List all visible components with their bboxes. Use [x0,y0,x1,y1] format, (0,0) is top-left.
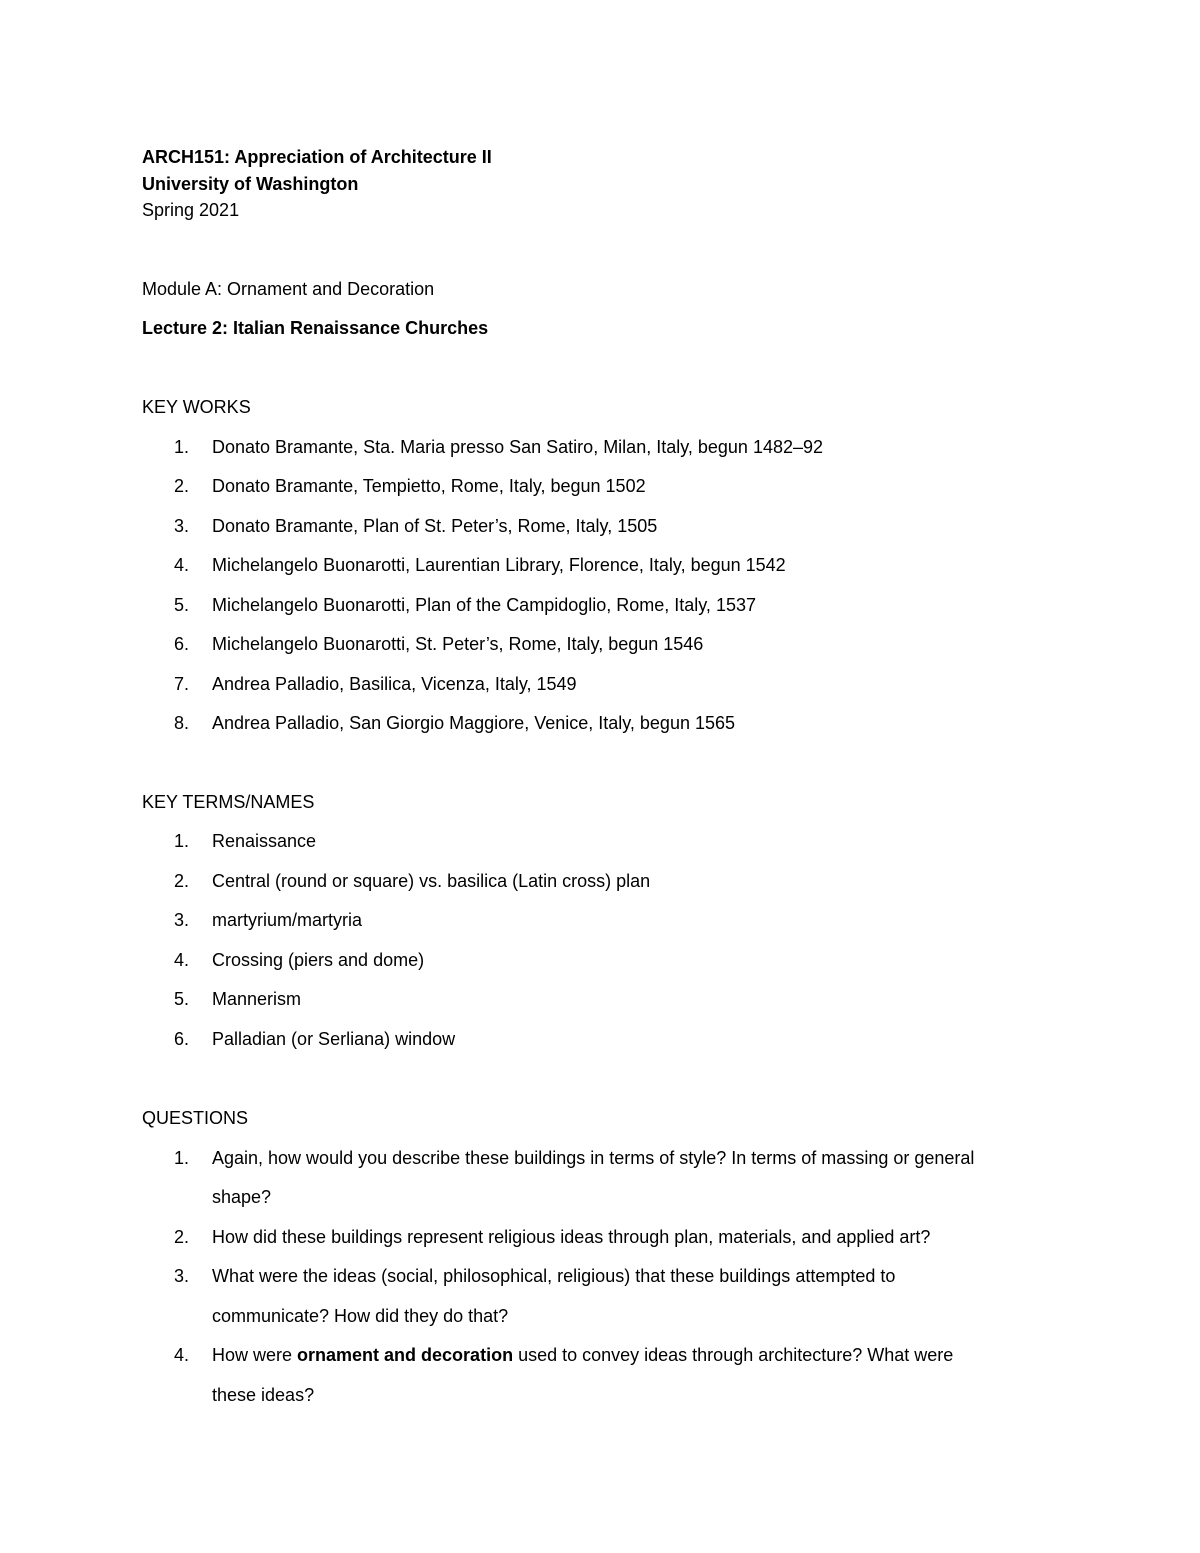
list-number: 1. [174,437,190,457]
list-number: 1. [174,1148,190,1168]
list-item: Central (round or square) vs. basilica (Latin cross) plan [212,871,651,891]
list-number: 4. [174,555,190,575]
list-item: martyrium/martyria [212,910,363,930]
lecture-title: Lecture 2: Italian Renaissance Churches [142,318,489,338]
question-line: What were the ideas (social, philosophical, religious) that these buildings attempted to [212,1266,896,1286]
list-item: Donato Bramante, Sta. Maria presso San Satiro, Milan, Italy, begun 1482–92 [212,437,824,457]
list-item: Michelangelo Buonarotti, St. Peter’s, Rome, Italy, begun 1546 [212,634,704,654]
question-emphasis: ornament and decoration [297,1345,514,1365]
question-line: these ideas? [212,1385,315,1405]
list-item: Crossing (piers and dome) [212,950,425,970]
question-line: communicate? How did they do that? [212,1306,509,1326]
list-item: Donato Bramante, Plan of St. Peter’s, Rome, Italy, 1505 [212,516,658,536]
list-number: 3. [174,516,190,536]
key-terms-heading: KEY TERMS/NAMES [142,792,315,812]
list-item: Michelangelo Buonarotti, Laurentian Library, Florence, Italy, begun 1542 [212,555,786,575]
list-item: Andrea Palladio, San Giorgio Maggiore, Venice, Italy, begun 1565 [212,713,736,733]
list-number: 6. [174,1029,190,1049]
question-text: used to convey ideas through architecture? What were [513,1345,954,1365]
term: Spring 2021 [142,200,240,220]
module-title: Module A: Ornament and Decoration [142,279,435,299]
list-number: 6. [174,634,190,654]
list-number: 4. [174,950,190,970]
questions-heading: QUESTIONS [142,1108,249,1128]
list-item: Renaissance [212,831,317,851]
question-line: Again, how would you describe these buildings in terms of style? In terms of massing or general [212,1148,975,1168]
list-item: Palladian (or Serliana) window [212,1029,456,1049]
list-number: 5. [174,989,190,1009]
list-number: 2. [174,1227,190,1247]
list-number: 1. [174,831,190,851]
list-number: 5. [174,595,190,615]
list-number: 2. [174,476,190,496]
list-number: 3. [174,910,190,930]
list-number: 4. [174,1345,190,1365]
list-item: Michelangelo Buonarotti, Plan of the Campidoglio, Rome, Italy, 1537 [212,595,756,615]
university-name: University of Washington [142,174,359,194]
list-number: 8. [174,713,190,733]
list-item: Donato Bramante, Tempietto, Rome, Italy, begun 1502 [212,476,646,496]
question-line: How did these buildings represent religious ideas through plan, materials, and applied art? [212,1227,931,1247]
list-number: 3. [174,1266,190,1286]
key-works-heading: KEY WORKS [142,397,251,417]
list-number: 2. [174,871,190,891]
question-line: shape? [212,1187,272,1207]
list-number: 7. [174,674,190,694]
list-item: Mannerism [212,989,302,1009]
course-title: ARCH151: Appreciation of Architecture II [142,147,492,167]
question-line [212,1344,953,1366]
question-text: How were [212,1345,298,1365]
list-item: Andrea Palladio, Basilica, Vicenza, Italy, 1549 [212,674,577,694]
